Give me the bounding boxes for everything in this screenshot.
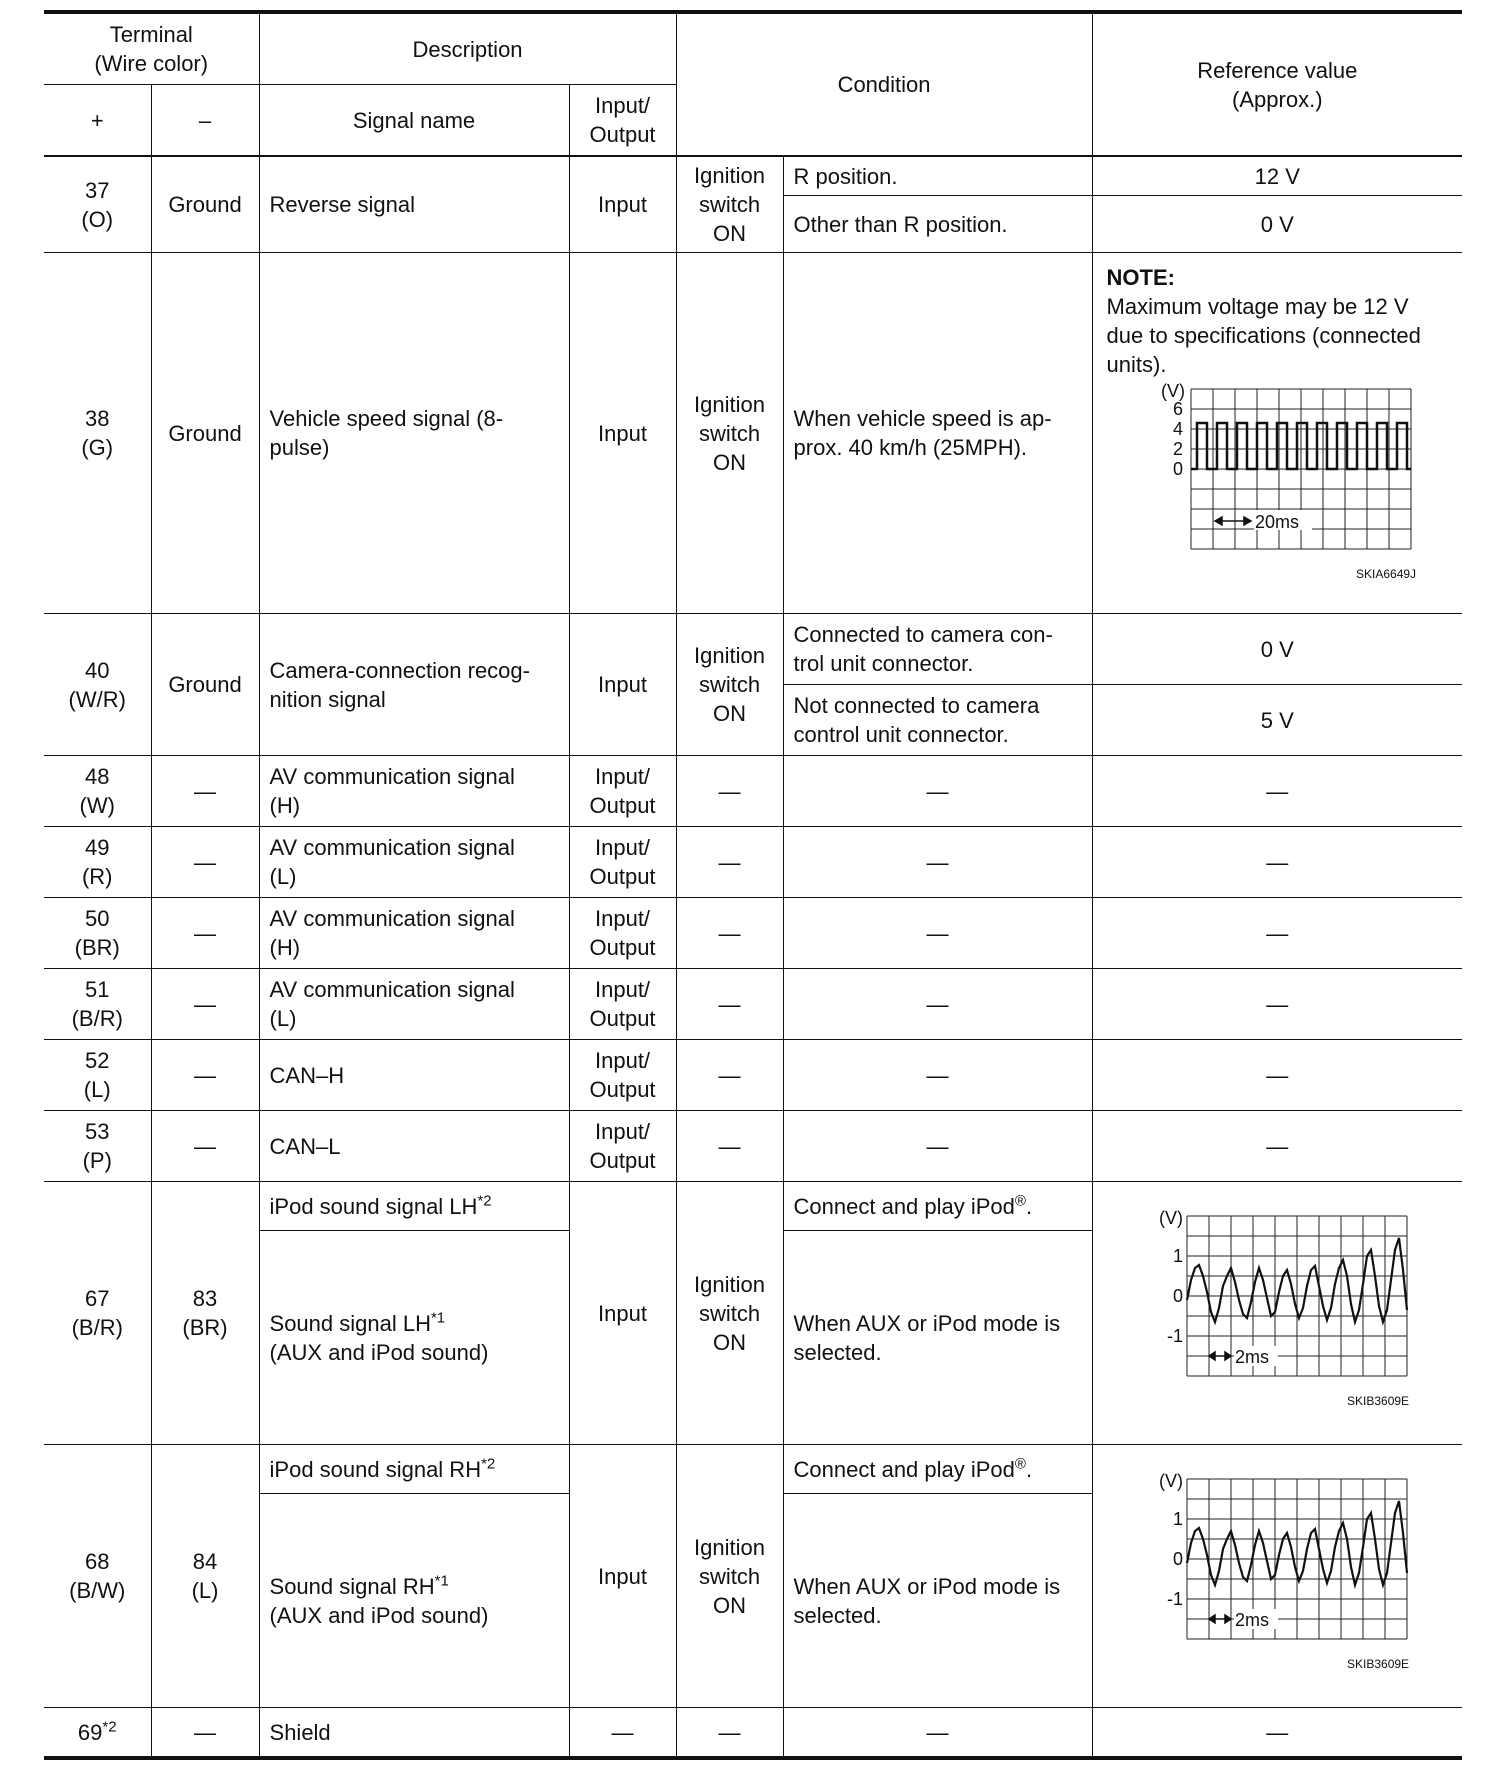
- signal-name: Shield: [259, 1708, 569, 1759]
- dash-cell: —: [676, 827, 783, 898]
- dash-cell: —: [569, 1708, 676, 1759]
- figure-code: SKIA6649J: [1355, 567, 1416, 581]
- table-row: [44, 756, 1462, 827]
- io-cell: Input: [569, 156, 676, 253]
- signal-name: iPod sound signal LH$^{*2}$: [259, 1182, 569, 1231]
- dash-cell: —: [151, 1111, 259, 1182]
- io-cell: Input/ Output: [569, 969, 676, 1040]
- terminal-48: 48 (W): [44, 756, 151, 827]
- table-row: [44, 827, 1462, 898]
- ignition-cell: Ignition switch ON: [676, 1182, 783, 1445]
- terminal-table: [44, 10, 1462, 1760]
- dash-cell: —: [1092, 1708, 1462, 1759]
- signal-name: AV communication signal (L): [259, 969, 569, 1040]
- unit-label: (V): [1159, 1472, 1184, 1491]
- io-cell: Input/ Output: [569, 1040, 676, 1111]
- io-header: Input/ Output: [569, 85, 676, 157]
- dash-cell: —: [676, 1708, 783, 1759]
- reference-header: Reference value (Approx.): [1092, 12, 1462, 156]
- tick-label: -1: [1167, 1325, 1184, 1346]
- tick-label: 4: [1172, 419, 1183, 439]
- reference-cell: 0 V: [1092, 196, 1462, 253]
- signal-name: Vehicle speed signal (8- pulse): [259, 253, 569, 614]
- io-cell: Input: [569, 614, 676, 756]
- dash-cell: —: [783, 1708, 1092, 1759]
- figure-code: SKIB3609E: [1347, 1656, 1410, 1671]
- note-text: Maximum voltage may be 12 V due to specifications (connected units).: [1106, 294, 1421, 377]
- signal-name: iPod sound signal RH$^{*2}$: [259, 1445, 569, 1494]
- terminal-header: Terminal (Wire color): [44, 12, 259, 85]
- timescale-label: 2ms: [1235, 1346, 1270, 1367]
- terminal-52: 52 (L): [44, 1040, 151, 1111]
- table-row: [44, 614, 1462, 685]
- terminal-69: 69$^{*2}$: [44, 1708, 151, 1759]
- table-row: [44, 969, 1462, 1040]
- dash-cell: —: [783, 1040, 1092, 1111]
- signal-name-header: Signal name: [259, 85, 569, 157]
- tick-label: -1: [1167, 1588, 1184, 1609]
- dash-cell: —: [1092, 827, 1462, 898]
- dash-cell: —: [676, 898, 783, 969]
- condition-cell: When vehicle speed is ap- prox. 40 km/h (25MPH).: [783, 253, 1092, 614]
- dash-cell: —: [783, 827, 1092, 898]
- table-row: [44, 1708, 1462, 1759]
- reference-cell: 12 V: [1092, 156, 1462, 196]
- unit-label: (V): [1159, 1209, 1184, 1228]
- ignition-cell: Ignition switch ON: [676, 1445, 783, 1708]
- plus-header: +: [44, 85, 151, 157]
- tick-label: 0: [1172, 459, 1183, 479]
- io-cell: Input: [569, 1182, 676, 1445]
- io-cell: Input: [569, 253, 676, 614]
- condition-cell: When AUX or iPod mode is selected.: [783, 1231, 1092, 1445]
- tick-label: 1: [1173, 1508, 1184, 1529]
- dash-cell: —: [676, 1040, 783, 1111]
- signal-name: Sound signal LH$^{*1}$ (AUX and iPod sound): [259, 1231, 569, 1445]
- header-row: [44, 12, 1462, 85]
- table-row: [44, 1040, 1462, 1111]
- terminal-53: 53 (P): [44, 1111, 151, 1182]
- condition-cell: Connect and play iPod®.: [783, 1445, 1092, 1494]
- minus-terminal-83: 83 (BR): [151, 1182, 259, 1445]
- dash-cell: —: [1092, 969, 1462, 1040]
- dash-cell: —: [151, 756, 259, 827]
- dash-cell: —: [783, 756, 1092, 827]
- terminal-49: 49 (R): [44, 827, 151, 898]
- condition-cell: When AUX or iPod mode is selected.: [783, 1494, 1092, 1708]
- ground-cell: Ground: [151, 614, 259, 756]
- dash-cell: —: [151, 969, 259, 1040]
- table-row: [44, 898, 1462, 969]
- dash-cell: —: [151, 827, 259, 898]
- dash-cell: —: [783, 1111, 1092, 1182]
- terminal-51: 51 (B/R): [44, 969, 151, 1040]
- dash-cell: —: [783, 898, 1092, 969]
- dash-cell: —: [783, 969, 1092, 1040]
- dash-cell: —: [676, 756, 783, 827]
- dash-cell: —: [676, 969, 783, 1040]
- io-cell: Input: [569, 1445, 676, 1708]
- dash-cell: —: [1092, 898, 1462, 969]
- signal-name: Sound signal RH$^{*1}$ (AUX and iPod sound): [259, 1494, 569, 1708]
- reference-cell: 5 V: [1092, 685, 1462, 756]
- signal-name: CAN–L: [259, 1111, 569, 1182]
- terminal-68: 68 (B/W): [44, 1445, 151, 1708]
- table-row: [44, 156, 1462, 196]
- table-row: [44, 1111, 1462, 1182]
- table-row: [44, 1445, 1462, 1494]
- dash-cell: —: [151, 1708, 259, 1759]
- tick-label: 0: [1173, 1548, 1184, 1569]
- tick-label: 6: [1172, 399, 1183, 419]
- dash-cell: —: [1092, 1111, 1462, 1182]
- table-row: [44, 253, 1462, 614]
- condition-cell: Other than R position.: [783, 196, 1092, 253]
- figure-code: SKIB3609E: [1347, 1393, 1410, 1408]
- ground-cell: Ground: [151, 253, 259, 614]
- sound-waveform-rh: [1137, 1473, 1417, 1673]
- description-header: Description: [259, 12, 676, 85]
- dash-cell: —: [151, 898, 259, 969]
- ignition-cell: Ignition switch ON: [676, 253, 783, 614]
- io-cell: Input/ Output: [569, 1111, 676, 1182]
- minus-terminal-84: 84 (L): [151, 1445, 259, 1708]
- note-title: NOTE:: [1106, 265, 1175, 290]
- ignition-cell: Ignition switch ON: [676, 156, 783, 253]
- signal-name: Reverse signal: [259, 156, 569, 253]
- terminal-67: 67 (B/R): [44, 1182, 151, 1445]
- tick-label: 2: [1172, 439, 1183, 459]
- reference-cell: [1092, 1182, 1462, 1445]
- table-row: [44, 1182, 1462, 1231]
- timescale-label: 20ms: [1254, 512, 1299, 532]
- io-cell: Input/ Output: [569, 898, 676, 969]
- signal-name: Camera-connection recog- nition signal: [259, 614, 569, 756]
- minus-header: –: [151, 85, 259, 157]
- signal-name: AV communication signal (H): [259, 756, 569, 827]
- condition-cell: Not connected to camera control unit connector.: [783, 685, 1092, 756]
- condition-cell: Connect and play iPod®.: [783, 1182, 1092, 1231]
- condition-header: Condition: [676, 12, 1092, 156]
- terminal-37: 37 (O): [44, 156, 151, 253]
- signal-name: AV communication signal (L): [259, 827, 569, 898]
- io-cell: Input/ Output: [569, 827, 676, 898]
- ignition-cell: Ignition switch ON: [676, 614, 783, 756]
- timescale-label: 2ms: [1235, 1609, 1270, 1630]
- io-cell: Input/ Output: [569, 756, 676, 827]
- ground-cell: Ground: [151, 156, 259, 253]
- reference-cell: 0 V: [1092, 614, 1462, 685]
- dash-cell: —: [1092, 1040, 1462, 1111]
- signal-name: AV communication signal (H): [259, 898, 569, 969]
- speed-waveform: [1131, 383, 1421, 588]
- reference-cell: [1092, 1445, 1462, 1708]
- tick-label: 0: [1173, 1285, 1184, 1306]
- sound-waveform-lh: [1137, 1210, 1417, 1410]
- condition-cell: R position.: [783, 156, 1092, 196]
- condition-cell: Connected to camera con- trol unit connector.: [783, 614, 1092, 685]
- tick-label: 1: [1173, 1245, 1184, 1266]
- dash-cell: —: [676, 1111, 783, 1182]
- terminal-40: 40 (W/R): [44, 614, 151, 756]
- signal-name: CAN–H: [259, 1040, 569, 1111]
- terminal-50: 50 (BR): [44, 898, 151, 969]
- unit-label: (V): [1160, 383, 1185, 401]
- terminal-38: 38 (G): [44, 253, 151, 614]
- dash-cell: —: [1092, 756, 1462, 827]
- dash-cell: —: [151, 1040, 259, 1111]
- reference-cell: [1092, 253, 1462, 614]
